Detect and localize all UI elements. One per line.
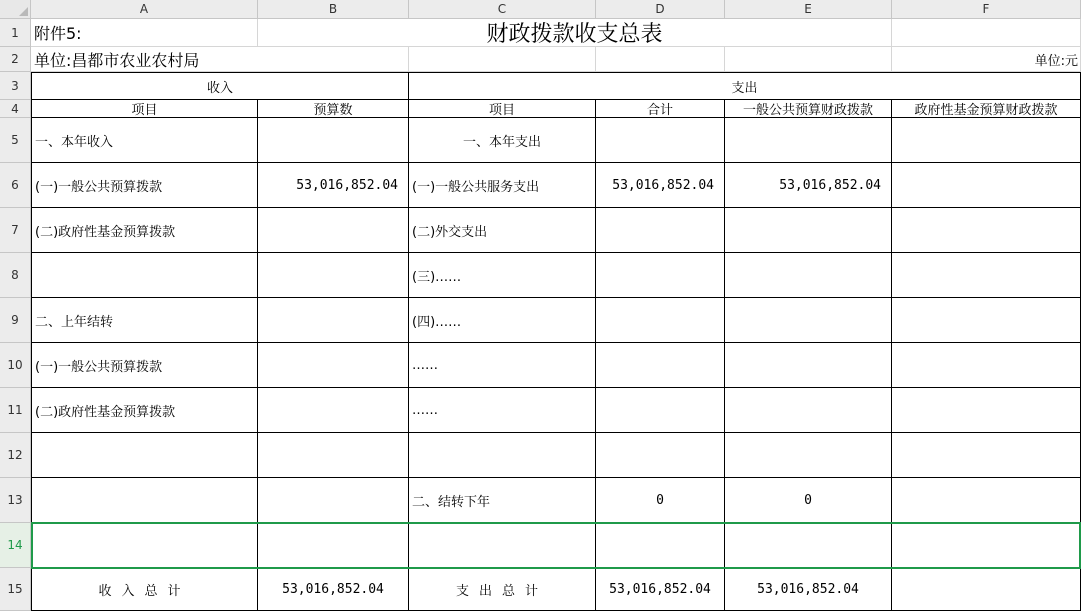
row-header-1[interactable]: 1 <box>0 19 31 47</box>
table-cell-c9[interactable]: (四)…… <box>409 298 596 343</box>
table-cell-c14[interactable] <box>409 523 596 568</box>
table-cell-f7[interactable] <box>892 208 1081 253</box>
row-header-2[interactable]: 2 <box>0 47 31 72</box>
table-cell-f15[interactable] <box>892 568 1081 611</box>
table-cell-f8[interactable] <box>892 253 1081 298</box>
row-header-13[interactable]: 13 <box>0 478 31 523</box>
cell-d2[interactable] <box>596 47 725 72</box>
cell-f1[interactable] <box>892 19 1081 47</box>
table-cell-c12[interactable] <box>409 433 596 478</box>
table-cell-e7[interactable] <box>725 208 892 253</box>
table-cell-b11[interactable] <box>258 388 409 433</box>
table-cell-a13[interactable] <box>31 478 258 523</box>
table-cell-d7[interactable] <box>596 208 725 253</box>
row-header-3[interactable]: 3 <box>0 72 31 100</box>
income-group-header[interactable]: 收入 <box>31 72 409 100</box>
income-total-value[interactable]: 53,016,852.04 <box>258 568 409 611</box>
table-cell-f12[interactable] <box>892 433 1081 478</box>
income-item-header[interactable]: 项目 <box>31 100 258 118</box>
table-cell-b9[interactable] <box>258 298 409 343</box>
table-cell-d10[interactable] <box>596 343 725 388</box>
table-cell-d5[interactable] <box>596 118 725 163</box>
expense-item-header[interactable]: 项目 <box>409 100 596 118</box>
row-header-11[interactable]: 11 <box>0 388 31 433</box>
table-cell-b7[interactable] <box>258 208 409 253</box>
table-cell-e11[interactable] <box>725 388 892 433</box>
row-header-7[interactable]: 7 <box>0 208 31 253</box>
table-cell-a8[interactable] <box>31 253 258 298</box>
cell-e2[interactable] <box>725 47 892 72</box>
unit-currency[interactable]: 单位:元 <box>892 47 1081 72</box>
table-cell-e6[interactable]: 53,016,852.04 <box>725 163 892 208</box>
table-cell-b13[interactable] <box>258 478 409 523</box>
expense-total-label[interactable]: 支出总计 <box>409 568 596 611</box>
sheet-title[interactable]: 财政拨款收支总表 <box>258 19 892 47</box>
expense-general-header[interactable]: 一般公共预算财政拨款 <box>725 100 892 118</box>
table-cell-e14[interactable] <box>725 523 892 568</box>
attachment-label[interactable]: 附件5: <box>31 19 258 47</box>
column-header-b[interactable]: B <box>258 0 409 19</box>
row-header-15[interactable]: 15 <box>0 568 31 611</box>
row-header-5[interactable]: 5 <box>0 118 31 163</box>
table-cell-a7[interactable]: (二)政府性基金预算拨款 <box>31 208 258 253</box>
table-cell-d13[interactable]: 0 <box>596 478 725 523</box>
table-cell-f11[interactable] <box>892 388 1081 433</box>
unit-organization[interactable]: 单位:昌都市农业农村局 <box>31 47 409 72</box>
income-budget-header[interactable]: 预算数 <box>258 100 409 118</box>
table-cell-d11[interactable] <box>596 388 725 433</box>
row-header-10[interactable]: 10 <box>0 343 31 388</box>
table-cell-a12[interactable] <box>31 433 258 478</box>
table-cell-f10[interactable] <box>892 343 1081 388</box>
cell-c2[interactable] <box>409 47 596 72</box>
table-cell-c10[interactable]: …… <box>409 343 596 388</box>
table-cell-d14[interactable] <box>596 523 725 568</box>
table-cell-e9[interactable] <box>725 298 892 343</box>
income-total-label[interactable]: 收入总计 <box>31 568 258 611</box>
table-cell-f5[interactable] <box>892 118 1081 163</box>
table-cell-b5[interactable] <box>258 118 409 163</box>
table-cell-f14[interactable] <box>892 523 1081 568</box>
row-header-12[interactable]: 12 <box>0 433 31 478</box>
table-cell-c7[interactable]: (二)外交支出 <box>409 208 596 253</box>
table-cell-a6[interactable]: (一)一般公共预算拨款 <box>31 163 258 208</box>
table-cell-c13[interactable]: 二、结转下年 <box>409 478 596 523</box>
row-header-14[interactable]: 14 <box>0 523 31 568</box>
table-cell-b10[interactable] <box>258 343 409 388</box>
table-cell-e8[interactable] <box>725 253 892 298</box>
column-header-a[interactable]: A <box>31 0 258 19</box>
row-header-6[interactable]: 6 <box>0 163 31 208</box>
column-header-f[interactable]: F <box>892 0 1081 19</box>
table-cell-c5[interactable]: 一、本年支出 <box>409 118 596 163</box>
table-cell-a9[interactable]: 二、上年结转 <box>31 298 258 343</box>
table-cell-a5[interactable]: 一、本年收入 <box>31 118 258 163</box>
table-cell-f6[interactable] <box>892 163 1081 208</box>
row-header-9[interactable]: 9 <box>0 298 31 343</box>
column-header-c[interactable]: C <box>409 0 596 19</box>
table-cell-b8[interactable] <box>258 253 409 298</box>
table-cell-a11[interactable]: (二)政府性基金预算拨款 <box>31 388 258 433</box>
table-cell-d12[interactable] <box>596 433 725 478</box>
table-cell-e5[interactable] <box>725 118 892 163</box>
table-cell-e13[interactable]: 0 <box>725 478 892 523</box>
table-cell-e10[interactable] <box>725 343 892 388</box>
row-header-8[interactable]: 8 <box>0 253 31 298</box>
table-cell-e12[interactable] <box>725 433 892 478</box>
expense-general-total-value[interactable]: 53,016,852.04 <box>725 568 892 611</box>
table-cell-f9[interactable] <box>892 298 1081 343</box>
table-cell-c11[interactable]: …… <box>409 388 596 433</box>
table-cell-d9[interactable] <box>596 298 725 343</box>
table-cell-a14[interactable] <box>31 523 258 568</box>
table-cell-b6[interactable]: 53,016,852.04 <box>258 163 409 208</box>
column-header-e[interactable]: E <box>725 0 892 19</box>
expense-total-value[interactable]: 53,016,852.04 <box>596 568 725 611</box>
table-cell-b12[interactable] <box>258 433 409 478</box>
table-cell-b14[interactable] <box>258 523 409 568</box>
table-cell-d8[interactable] <box>596 253 725 298</box>
table-cell-a10[interactable]: (一)一般公共预算拨款 <box>31 343 258 388</box>
expense-total-header[interactable]: 合计 <box>596 100 725 118</box>
table-cell-d6[interactable]: 53,016,852.04 <box>596 163 725 208</box>
table-cell-c6[interactable]: (一)一般公共服务支出 <box>409 163 596 208</box>
expense-fund-header[interactable]: 政府性基金预算财政拨款 <box>892 100 1081 118</box>
table-cell-f13[interactable] <box>892 478 1081 523</box>
table-cell-c8[interactable]: (三)…… <box>409 253 596 298</box>
select-all-corner[interactable] <box>0 0 31 19</box>
expense-group-header[interactable]: 支出 <box>409 72 1081 100</box>
column-header-d[interactable]: D <box>596 0 725 19</box>
row-header-4[interactable]: 4 <box>0 100 31 118</box>
